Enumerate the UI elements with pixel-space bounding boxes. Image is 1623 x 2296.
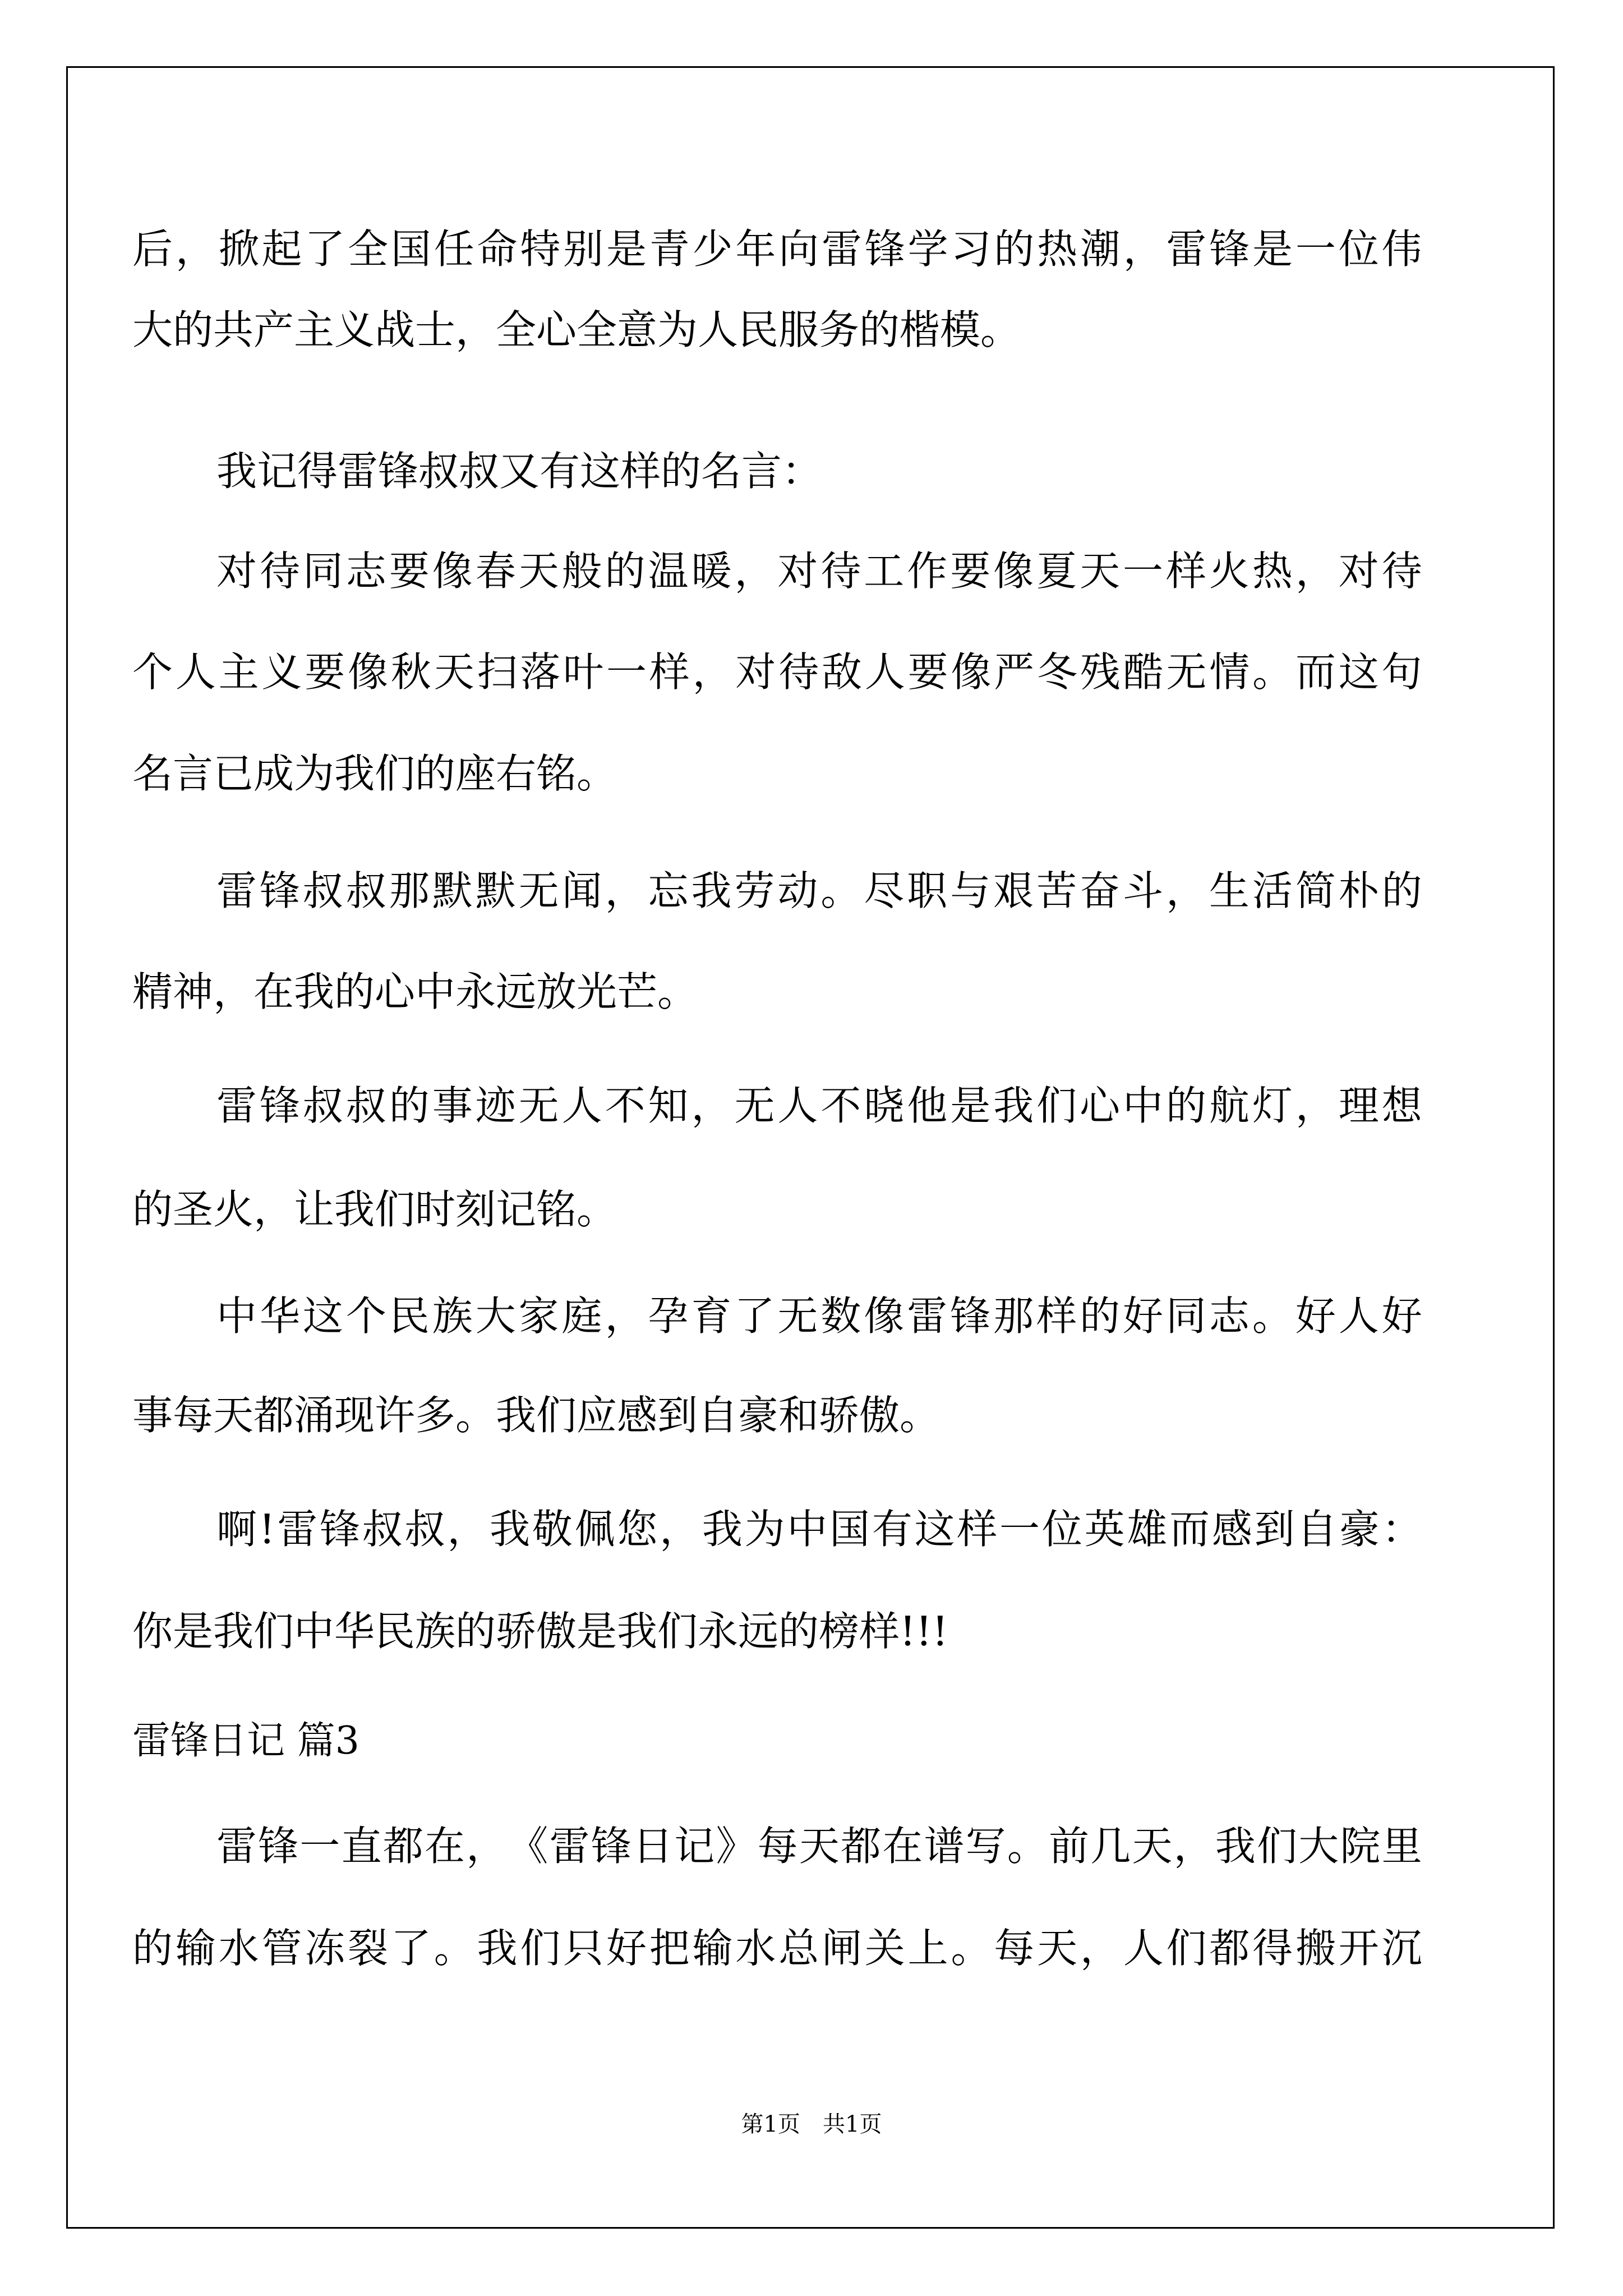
text-glyph: 的 xyxy=(389,1082,430,1129)
text-glyph: 夏 xyxy=(1036,547,1077,595)
text-glyph: 情 xyxy=(1209,648,1250,696)
text-glyph: 一 xyxy=(1123,547,1164,595)
paragraph-line: 的圣火，让我们时刻记铭。 xyxy=(132,1186,617,1233)
text-glyph: 我 xyxy=(702,1506,743,1553)
text-glyph: 雷 xyxy=(216,867,257,914)
text-glyph: 锋 xyxy=(320,1506,361,1553)
text-glyph: 样 xyxy=(957,1506,998,1553)
text-glyph: 待 xyxy=(1381,547,1422,595)
text-glyph: ， xyxy=(692,648,733,696)
text-glyph: 叔 xyxy=(345,1082,386,1129)
text-glyph: 默 xyxy=(475,867,516,914)
text-glyph: 只 xyxy=(563,1925,604,1972)
text-glyph: 里 xyxy=(1381,1823,1422,1870)
text-glyph: 默 xyxy=(432,867,473,914)
text-glyph: 生 xyxy=(1209,867,1249,914)
text-glyph: 全 xyxy=(348,226,389,273)
text-glyph: 样 xyxy=(649,648,690,696)
text-glyph: 对 xyxy=(1338,547,1379,595)
text-glyph: 样 xyxy=(1165,547,1206,595)
text-glyph: 这 xyxy=(302,1292,343,1340)
text-glyph: ， xyxy=(660,1506,700,1553)
text-glyph: 雷 xyxy=(277,1506,318,1553)
text-glyph: 无 xyxy=(518,867,559,914)
text-glyph: 特 xyxy=(520,226,561,273)
text-glyph: 晓 xyxy=(864,1082,905,1129)
text-glyph: 残 xyxy=(1080,648,1121,696)
text-glyph: 个 xyxy=(345,1292,386,1340)
text-glyph: 动 xyxy=(777,867,818,914)
text-glyph: 一 xyxy=(999,1506,1040,1553)
text-glyph: 与 xyxy=(950,867,991,914)
text-glyph: 向 xyxy=(778,226,819,273)
text-glyph: 好 xyxy=(1295,1292,1336,1340)
text-glyph: 的 xyxy=(132,1925,173,1972)
text-glyph: 了 xyxy=(734,1292,775,1340)
text-glyph: 。 xyxy=(1252,1292,1293,1340)
text-glyph: 家 xyxy=(518,1292,559,1340)
page-number-footer: 第1页 共1页 xyxy=(741,2111,882,2137)
text-glyph: 直 xyxy=(341,1823,382,1870)
text-glyph: 数 xyxy=(820,1292,861,1340)
paragraph-line xyxy=(216,1823,1422,1870)
text-glyph: 待 xyxy=(820,547,861,595)
text-glyph: 搬 xyxy=(1295,1925,1336,1972)
text-glyph: 庭 xyxy=(561,1292,602,1340)
text-glyph: 国 xyxy=(390,226,431,273)
text-glyph: 迹 xyxy=(475,1082,516,1129)
text-glyph: 对 xyxy=(216,547,257,595)
text-glyph: 是 xyxy=(1252,226,1293,273)
text-glyph: 别 xyxy=(563,226,604,273)
text-glyph: 心 xyxy=(1080,1082,1121,1129)
text-glyph: 对 xyxy=(777,547,818,595)
text-glyph: 落 xyxy=(520,648,561,696)
text-glyph: 们 xyxy=(520,1925,561,1972)
text-glyph: 。 xyxy=(1007,1823,1048,1870)
text-glyph: 少 xyxy=(692,226,733,273)
paragraph-line: 大的共产主义战士，全心全意为人民服务的楷模。 xyxy=(132,306,1021,353)
text-glyph: 位 xyxy=(1041,1506,1082,1553)
text-glyph: 般 xyxy=(561,547,602,595)
text-glyph: 上 xyxy=(907,1925,948,1972)
text-glyph: 每 xyxy=(994,1925,1035,1972)
text-glyph: ： xyxy=(1381,1506,1422,1553)
text-glyph: 。 xyxy=(820,867,861,914)
text-glyph: 好 xyxy=(606,1925,647,1972)
text-glyph: 管 xyxy=(261,1925,302,1972)
text-glyph: 样 xyxy=(1036,1292,1077,1340)
text-glyph: 后 xyxy=(132,226,173,273)
text-glyph: 中 xyxy=(216,1292,257,1340)
text-glyph: 雷 xyxy=(216,1082,257,1129)
paragraph-line xyxy=(132,1925,1422,1972)
text-glyph: ， xyxy=(1123,226,1164,273)
text-glyph: 热 xyxy=(1252,547,1293,595)
text-glyph: 把 xyxy=(649,1925,690,1972)
text-glyph: 大 xyxy=(1298,1823,1339,1870)
text-glyph: ， xyxy=(1173,1823,1214,1870)
text-glyph: 温 xyxy=(648,547,689,595)
text-glyph: 想 xyxy=(1381,1082,1422,1129)
paragraph-line xyxy=(132,648,1422,696)
text-glyph: 要 xyxy=(389,547,430,595)
text-glyph: 暖 xyxy=(691,547,732,595)
text-glyph: 都 xyxy=(1209,1925,1250,1972)
text-glyph: 忘 xyxy=(648,867,689,914)
text-glyph: 叔 xyxy=(362,1506,403,1553)
text-glyph: 活 xyxy=(1252,867,1293,914)
text-glyph: 得 xyxy=(1252,1925,1293,1972)
text-glyph: 总 xyxy=(778,1925,819,1972)
text-glyph: 锋 xyxy=(864,226,905,273)
text-glyph: 前 xyxy=(1049,1823,1090,1870)
text-glyph: 。 xyxy=(1252,648,1293,696)
text-glyph: 雄 xyxy=(1127,1506,1168,1553)
text-glyph: 敌 xyxy=(822,648,863,696)
text-glyph: 人 xyxy=(561,1082,602,1129)
text-glyph: 输 xyxy=(175,1925,216,1972)
text-glyph: ， xyxy=(1165,867,1206,914)
text-glyph: 那 xyxy=(389,867,430,914)
text-glyph: 们 xyxy=(1166,1925,1207,1972)
text-glyph: 人 xyxy=(777,1082,818,1129)
text-glyph: 天 xyxy=(799,1823,840,1870)
text-glyph: 锋 xyxy=(258,1823,299,1870)
text-glyph: 掀 xyxy=(218,226,259,273)
text-glyph: 酷 xyxy=(1123,648,1164,696)
text-glyph: 锋 xyxy=(259,867,300,914)
text-glyph: 我 xyxy=(490,1506,531,1553)
paragraph-line xyxy=(216,1082,1422,1129)
text-glyph: 国 xyxy=(829,1506,870,1553)
text-glyph: ， xyxy=(734,547,775,595)
text-glyph: 了 xyxy=(305,226,345,273)
text-glyph: 水 xyxy=(218,1925,259,1972)
paragraph-line: 名言已成为我们的座右铭。 xyxy=(132,750,617,797)
text-glyph: 们 xyxy=(1036,1082,1077,1129)
text-glyph: 天 xyxy=(434,648,474,696)
text-glyph: ， xyxy=(175,226,216,273)
text-glyph: 同 xyxy=(302,547,343,595)
text-glyph: 有 xyxy=(872,1506,912,1553)
text-glyph: 冬 xyxy=(1037,648,1078,696)
text-glyph: 为 xyxy=(744,1506,785,1553)
text-glyph: 热 xyxy=(1037,226,1078,273)
text-glyph: 雷 xyxy=(907,1292,948,1340)
text-glyph: 记 xyxy=(674,1823,715,1870)
text-glyph: 水 xyxy=(735,1925,776,1972)
text-glyph: 锋 xyxy=(1209,226,1250,273)
text-glyph: 豪 xyxy=(1339,1506,1380,1553)
text-glyph: 学 xyxy=(907,226,948,273)
text-glyph: 朴 xyxy=(1338,867,1379,914)
text-glyph: 这 xyxy=(914,1506,955,1553)
text-glyph: 开 xyxy=(1338,1925,1379,1972)
text-glyph: 苦 xyxy=(1036,867,1077,914)
text-glyph: 主 xyxy=(218,648,259,696)
text-glyph: 待 xyxy=(778,648,819,696)
text-glyph: 春 xyxy=(475,547,516,595)
text-glyph: 人 xyxy=(864,648,905,696)
text-glyph: 您 xyxy=(617,1506,658,1553)
text-glyph: 族 xyxy=(432,1292,473,1340)
text-glyph: 天 xyxy=(1037,1925,1078,1972)
text-glyph: 感 xyxy=(1211,1506,1252,1553)
text-glyph: 每 xyxy=(757,1823,798,1870)
text-glyph: 同 xyxy=(1165,1292,1206,1340)
text-glyph: 艰 xyxy=(993,867,1034,914)
text-glyph: 好 xyxy=(1123,1292,1164,1340)
text-glyph: 理 xyxy=(1338,1082,1379,1129)
text-glyph: 我 xyxy=(477,1925,518,1972)
paragraph-line: 我记得雷锋叔叔又有这样的名言： xyxy=(216,448,823,495)
text-glyph: 天 xyxy=(1132,1823,1173,1870)
text-glyph: 一 xyxy=(299,1823,340,1870)
text-glyph: 潮 xyxy=(1080,226,1121,273)
text-glyph: 锋 xyxy=(950,1292,991,1340)
text-glyph: 句 xyxy=(1381,648,1422,696)
text-glyph: 在 xyxy=(882,1823,923,1870)
paragraph-line: 精神，在我的心中永远放光芒。 xyxy=(132,968,698,1015)
text-glyph: 无 xyxy=(777,1292,818,1340)
text-glyph: 育 xyxy=(691,1292,732,1340)
text-glyph: 像 xyxy=(432,547,473,595)
text-glyph: 劳 xyxy=(734,867,775,914)
section-heading: 雷锋日记 篇3 xyxy=(132,1719,359,1763)
text-glyph: 沉 xyxy=(1381,1925,1422,1972)
text-glyph: 习 xyxy=(951,226,992,273)
text-glyph: 他 xyxy=(907,1082,948,1129)
text-glyph: 而 xyxy=(1295,648,1336,696)
text-glyph: 雷 xyxy=(1166,226,1207,273)
text-glyph: 像 xyxy=(993,547,1034,595)
text-glyph: 锋 xyxy=(591,1823,631,1870)
text-glyph: 叔 xyxy=(345,867,386,914)
text-glyph: 人 xyxy=(175,648,216,696)
text-glyph: ， xyxy=(1080,1925,1121,1972)
text-glyph: 在 xyxy=(425,1823,465,1870)
text-glyph: 斗 xyxy=(1123,867,1164,914)
text-glyph: 航 xyxy=(1209,1082,1249,1129)
text-glyph: 职 xyxy=(907,867,948,914)
text-glyph: 要 xyxy=(305,648,345,696)
text-glyph: 命 xyxy=(477,226,518,273)
text-glyph: 都 xyxy=(382,1823,423,1870)
text-glyph: 闻 xyxy=(561,867,602,914)
text-glyph: 们 xyxy=(1257,1823,1298,1870)
text-glyph: ， xyxy=(691,1082,732,1129)
text-glyph: 的 xyxy=(994,226,1035,273)
text-glyph: 好 xyxy=(1381,1292,1422,1340)
text-glyph: 要 xyxy=(950,547,991,595)
text-glyph: 那 xyxy=(993,1292,1034,1340)
text-glyph: 无 xyxy=(734,1082,775,1129)
text-glyph: 院 xyxy=(1340,1823,1381,1870)
text-glyph: 啊 xyxy=(216,1506,257,1553)
text-glyph: 天 xyxy=(518,547,559,595)
text-glyph: 伟 xyxy=(1381,226,1422,273)
text-glyph: 的 xyxy=(605,547,645,595)
text-glyph: 裂 xyxy=(348,1925,389,1972)
text-glyph: 民 xyxy=(389,1292,430,1340)
text-glyph: 不 xyxy=(605,1082,645,1129)
text-glyph: 《 xyxy=(508,1823,548,1870)
text-glyph: 义 xyxy=(261,648,302,696)
text-glyph: 青 xyxy=(649,226,690,273)
text-glyph: 天 xyxy=(1080,547,1121,595)
text-glyph: ， xyxy=(1295,547,1336,595)
text-glyph: 叶 xyxy=(563,648,604,696)
text-glyph: 雷 xyxy=(216,1823,257,1870)
paragraph-line xyxy=(216,547,1422,595)
text-glyph: 人 xyxy=(1338,1292,1379,1340)
text-glyph: 日 xyxy=(633,1823,674,1870)
text-glyph: 的 xyxy=(1165,1082,1206,1129)
text-glyph: 严 xyxy=(994,648,1035,696)
text-glyph: ， xyxy=(605,867,645,914)
text-glyph: 像 xyxy=(348,648,389,696)
text-glyph: ! xyxy=(259,1506,275,1553)
text-glyph: 一 xyxy=(1295,226,1336,273)
text-glyph: 雷 xyxy=(549,1823,590,1870)
text-glyph: 起 xyxy=(261,226,302,273)
text-glyph: 冻 xyxy=(305,1925,345,1972)
text-glyph: 我 xyxy=(691,867,732,914)
text-glyph: ， xyxy=(605,1292,645,1340)
text-glyph: 扫 xyxy=(477,648,518,696)
text-glyph: 志 xyxy=(1209,1292,1249,1340)
paragraph-line: 事每天都涌现许多。我们应感到自豪和骄傲。 xyxy=(132,1392,940,1439)
text-glyph: 华 xyxy=(259,1292,300,1340)
text-glyph: 奋 xyxy=(1080,867,1121,914)
text-glyph: 谱 xyxy=(924,1823,965,1870)
text-glyph: 是 xyxy=(950,1082,991,1129)
text-glyph: 敬 xyxy=(532,1506,573,1553)
text-glyph: 位 xyxy=(1338,226,1379,273)
text-glyph: 佩 xyxy=(574,1506,615,1553)
paragraph-line xyxy=(216,867,1422,914)
text-glyph: 一 xyxy=(606,648,647,696)
text-glyph: 尽 xyxy=(864,867,905,914)
text-glyph: 叔 xyxy=(302,867,343,914)
text-glyph: 而 xyxy=(1169,1506,1210,1553)
text-glyph: 叔 xyxy=(404,1506,445,1553)
text-glyph: 要 xyxy=(907,648,948,696)
text-glyph: 秋 xyxy=(390,648,431,696)
text-glyph: 年 xyxy=(735,226,776,273)
text-glyph: 中 xyxy=(1123,1082,1164,1129)
text-glyph: 写 xyxy=(965,1823,1006,1870)
text-glyph: 的 xyxy=(1080,1292,1121,1340)
text-glyph: 像 xyxy=(864,1292,905,1340)
text-glyph: 这 xyxy=(1338,648,1379,696)
paragraph-line: 你是我们中华民族的骄傲是我们永远的榜样!!! xyxy=(132,1608,948,1655)
text-glyph: 像 xyxy=(951,648,992,696)
text-glyph: ， xyxy=(447,1506,488,1553)
text-glyph: 工 xyxy=(864,547,905,595)
text-glyph: 关 xyxy=(864,1925,905,1972)
paragraph-line xyxy=(132,226,1422,273)
text-glyph: 到 xyxy=(1254,1506,1295,1553)
text-glyph: 志 xyxy=(345,547,386,595)
text-glyph: 人 xyxy=(1123,1925,1164,1972)
text-glyph: 无 xyxy=(1166,648,1207,696)
text-glyph: 的 xyxy=(1381,867,1422,914)
text-glyph: 待 xyxy=(259,547,300,595)
text-glyph: 孕 xyxy=(648,1292,689,1340)
text-glyph: 英 xyxy=(1084,1506,1125,1553)
text-glyph: 任 xyxy=(434,226,474,273)
text-glyph: 不 xyxy=(820,1082,861,1129)
text-glyph: 几 xyxy=(1090,1823,1131,1870)
text-glyph: 。 xyxy=(434,1925,474,1972)
text-glyph: 对 xyxy=(735,648,776,696)
text-glyph: 。 xyxy=(951,1925,992,1972)
text-glyph: 知 xyxy=(648,1082,689,1129)
text-glyph: 是 xyxy=(606,226,647,273)
text-glyph: 个 xyxy=(132,648,173,696)
text-glyph: 都 xyxy=(841,1823,882,1870)
text-glyph: 闸 xyxy=(822,1925,863,1972)
page-border xyxy=(66,66,1555,2229)
text-glyph: ， xyxy=(466,1823,507,1870)
text-glyph: 叔 xyxy=(302,1082,343,1129)
text-glyph: 作 xyxy=(907,547,948,595)
text-glyph: 锋 xyxy=(259,1082,300,1129)
text-glyph: ， xyxy=(1295,1082,1336,1129)
text-glyph: 》 xyxy=(716,1823,757,1870)
text-glyph: 无 xyxy=(518,1082,559,1129)
text-glyph: 输 xyxy=(692,1925,733,1972)
text-glyph: 我 xyxy=(1215,1823,1256,1870)
text-glyph: 火 xyxy=(1209,547,1249,595)
paragraph-line xyxy=(216,1506,1422,1553)
text-glyph: 灯 xyxy=(1252,1082,1293,1129)
text-glyph: 中 xyxy=(787,1506,828,1553)
text-glyph: 简 xyxy=(1295,867,1336,914)
text-glyph: 自 xyxy=(1297,1506,1338,1553)
text-glyph: 事 xyxy=(432,1082,473,1129)
text-glyph: 雷 xyxy=(822,226,863,273)
paragraph-line xyxy=(216,1292,1422,1340)
text-glyph: 我 xyxy=(993,1082,1034,1129)
text-glyph: 大 xyxy=(475,1292,516,1340)
text-glyph: 了 xyxy=(390,1925,431,1972)
